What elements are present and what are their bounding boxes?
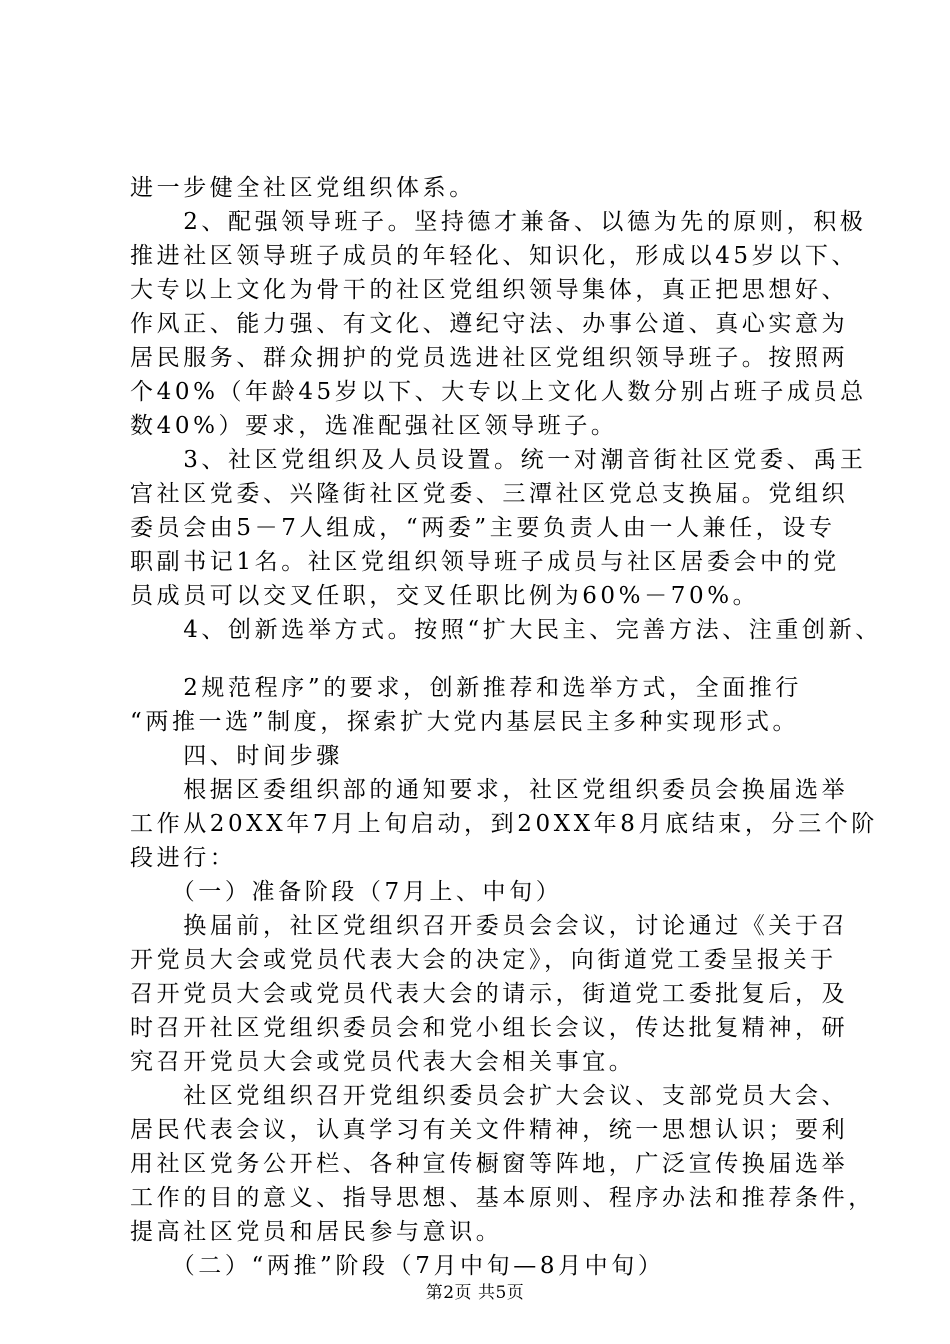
body-line: 工作的目的意义、指导思想、基本原则、程序办法和推荐条件， [130,1185,875,1211]
body-line: 时召开社区党组织委员会和党小组长会议，传达批复精神，研 [130,1015,849,1041]
page-footer: 第2页 共5页 [425,1283,525,1303]
subsection-heading: （二）“两推”阶段（7月中旬—8月中旬） [130,1253,665,1279]
body-line: 职副书记1名。社区党组织领导班子成员与社区居委会中的党 [130,549,840,575]
body-line: 宫社区党委、兴隆街社区党委、三潭社区党总支换届。党组织 [130,481,849,507]
body-line: 员成员可以交叉任职，交叉任职比例为60%－70%。 [130,583,760,609]
body-line: 推进社区领导班子成员的年轻化、知识化，形成以45岁以下、 [130,243,859,269]
body-line: 进一步健全社区党组织体系。 [130,175,476,201]
body-line: 2、配强领导班子。坚持德才兼备、以德为先的原则，积极 [130,209,867,235]
body-line: 用社区党务公开栏、各种宣传橱窗等阵地，广泛宣传换届选举 [130,1151,849,1177]
body-line: 开党员大会或党员代表大会的决定》，向街道党工委呈报关于 [130,947,837,973]
body-line: 4、创新选举方式。按照“扩大民主、完善方法、注重创新、 [130,617,882,643]
body-line: “两推一选”制度，探索扩大党内基层民主多种实现形式。 [130,709,800,735]
body-line: 2规范程序”的要求，创新推荐和选举方式，全面推行 [130,675,802,701]
body-line: 提高社区党员和居民参与意识。 [130,1219,503,1245]
section-heading: 四、时间步骤 [130,743,343,769]
body-line: 段进行： [130,845,237,871]
body-line: 究召开党员大会或党员代表大会相关事宜。 [130,1049,636,1075]
body-line: 委员会由5－7人组成，“两委”主要负责人由一人兼任，设专 [130,515,836,541]
body-line: 作风正、能力强、有文化、遵纪守法、办事公道、真心实意为 [130,311,849,337]
body-line: 社区党组织召开党组织委员会扩大会议、支部党员大会、 [130,1083,849,1109]
body-line: 大专以上文化为骨干的社区党组织领导集体，真正把思想好、 [130,277,849,303]
body-line: 数40%）要求，选准配强社区领导班子。 [130,413,618,439]
subsection-heading: （一）准备阶段（7月上、中旬） [130,879,563,905]
body-line: 根据区委组织部的通知要求，社区党组织委员会换届选举 [130,777,849,803]
body-line: 个40%（年龄45岁以下、大专以上文化人数分别占班子成员总 [130,379,867,405]
body-line: 居民代表会议，认真学习有关文件精神，统一思想认识；要利 [130,1117,849,1143]
body-line: 召开党员大会或党员代表大会的请示，街道党工委批复后，及 [130,981,849,1007]
body-line: 3、社区党组织及人员设置。统一对潮音街社区党委、禹王 [130,447,867,473]
body-line: 换届前，社区党组织召开委员会会议，讨论通过《关于召 [130,913,849,939]
body-line: 工作从20XX年7月上旬启动，到20XX年8月底结束，分三个阶 [130,811,878,837]
body-line: 居民服务、群众拥护的党员选进社区党组织领导班子。按照两 [130,345,849,371]
